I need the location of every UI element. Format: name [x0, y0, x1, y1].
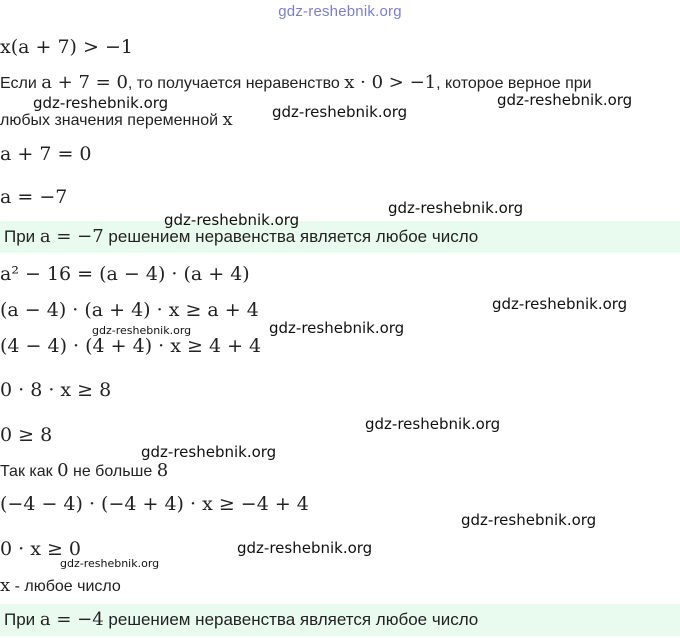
watermark: gdz-reshebnik.org: [164, 211, 300, 229]
text-fragment: не больше: [68, 463, 157, 480]
result-line: [0, 424, 680, 446]
site-name: gdz-reshebnik.org: [278, 3, 402, 20]
text-fragment: - любое число: [10, 578, 121, 595]
highlight-answer-2: [0, 604, 680, 636]
text-fragment: решением неравенства является любое число: [103, 610, 479, 629]
site-header: [0, 0, 680, 26]
text-fragment: , то получается неравенство: [127, 75, 345, 92]
math-fragment: x · 0 > −1: [344, 72, 437, 93]
watermark: gdz-reshebnik.org: [141, 443, 277, 461]
math-expression: a + 7 = 0: [0, 143, 92, 165]
math-expression: (4 − 4) · (4 + 4) · x ≥ 4 + 4: [0, 335, 262, 357]
watermark: gdz-reshebnik.org: [60, 557, 160, 570]
math-expression: 0 · x ≥ 0: [0, 538, 82, 560]
math-fragment: a = −4: [39, 609, 104, 630]
substitution-line: [0, 335, 680, 357]
math-fragment: 8: [156, 460, 169, 481]
simplified-line: [0, 379, 680, 401]
math-fragment: 0: [57, 460, 69, 481]
math-expression: x(a + 7) > −1: [0, 36, 133, 58]
text-fragment: Если: [0, 75, 42, 92]
conclusion-line: [0, 460, 680, 481]
text-fragment: Так как: [0, 463, 58, 480]
text-fragment: , которое верное при: [436, 75, 592, 92]
highlight-answer-1: [0, 221, 680, 253]
math-fragment: a + 7 = 0: [41, 72, 128, 93]
text-fragment: решением неравенства является любое число: [103, 227, 479, 246]
math-expression: a² − 16 = (a − 4) · (a + 4): [0, 263, 250, 285]
inequality-line: [0, 36, 680, 58]
watermark: gdz-reshebnik.org: [272, 103, 408, 121]
math-expression: 0 · 8 · x ≥ 8: [0, 379, 112, 401]
math-expression: (a − 4) · (a + 4) · x ≥ a + 4: [0, 299, 259, 321]
watermark: gdz-reshebnik.org: [33, 94, 169, 112]
factorization-line: [0, 263, 680, 285]
math-fragment: a = −7: [39, 226, 104, 247]
math-expression: (−4 − 4) · (−4 + 4) · x ≥ −4 + 4: [0, 493, 309, 515]
watermark: gdz-reshebnik.org: [237, 539, 373, 557]
math-expression: 0 ≥ 8: [0, 424, 53, 446]
watermark: gdz-reshebnik.org: [92, 324, 192, 337]
solution-line: [0, 186, 680, 208]
math-expression: a = −7: [0, 186, 68, 208]
watermark: gdz-reshebnik.org: [461, 511, 597, 529]
watermark: gdz-reshebnik.org: [365, 415, 501, 433]
watermark: gdz-reshebnik.org: [492, 295, 628, 313]
explanation-line-1: [0, 72, 680, 93]
any-number-line: [0, 575, 680, 596]
math-fragment: x: [222, 109, 233, 130]
equation-line: [0, 143, 680, 165]
watermark: gdz-reshebnik.org: [497, 91, 633, 109]
watermark: gdz-reshebnik.org: [269, 319, 405, 337]
text-fragment: При: [4, 227, 40, 246]
text-fragment: При: [4, 610, 40, 629]
watermark: gdz-reshebnik.org: [388, 199, 524, 217]
math-fragment: x: [0, 575, 11, 596]
text-fragment: любых значения переменной: [0, 112, 223, 129]
